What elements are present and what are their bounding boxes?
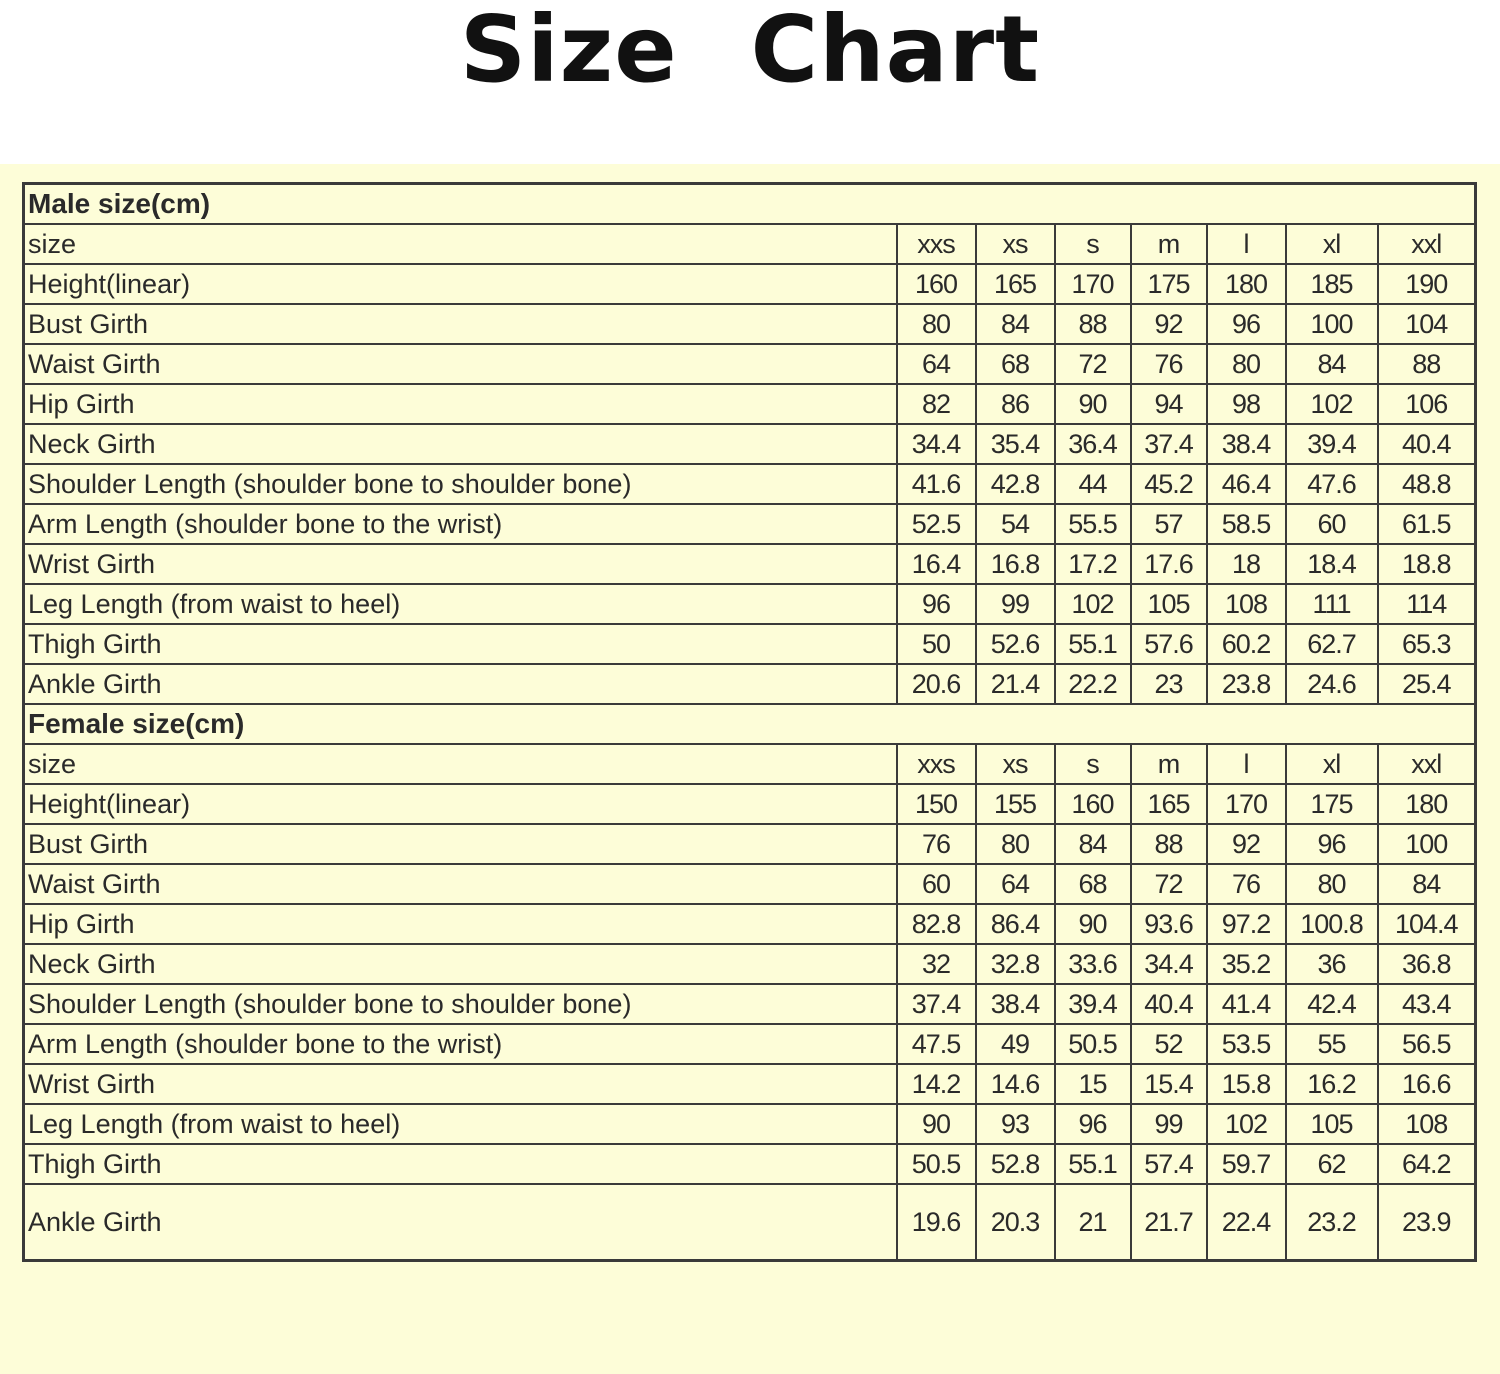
- measurement-value: 80: [1286, 864, 1378, 904]
- measurement-value: 21: [1055, 1184, 1131, 1261]
- measurement-value: 61.5: [1378, 504, 1476, 544]
- table-row: [24, 504, 1476, 544]
- measurement-value: 80: [976, 824, 1055, 864]
- measurement-value: 16.6: [1378, 1064, 1476, 1104]
- measurement-value: 34.4: [1131, 944, 1207, 984]
- measurement-value: 165: [976, 264, 1055, 304]
- measurement-value: 104.4: [1378, 904, 1476, 944]
- measurement-label: Hip Girth: [24, 384, 897, 424]
- measurement-value: 60: [897, 864, 976, 904]
- measurement-value: 92: [1131, 304, 1207, 344]
- measurement-value: 80: [1207, 344, 1286, 384]
- measurement-value: 90: [897, 1104, 976, 1144]
- measurement-label: Leg Length (from waist to heel): [24, 584, 897, 624]
- measurement-value: 19.6: [897, 1184, 976, 1261]
- measurement-value: 16.8: [976, 544, 1055, 584]
- measurement-value: 93: [976, 1104, 1055, 1144]
- measurement-value: 46.4: [1207, 464, 1286, 504]
- measurement-value: 104: [1378, 304, 1476, 344]
- measurement-value: 76: [897, 824, 976, 864]
- measurement-value: 15.8: [1207, 1064, 1286, 1104]
- measurement-value: 52.5: [897, 504, 976, 544]
- measurement-value: 160: [897, 264, 976, 304]
- measurement-label: Wrist Girth: [24, 1064, 897, 1104]
- measurement-label: Waist Girth: [24, 344, 897, 384]
- measurement-value: 170: [1207, 784, 1286, 824]
- measurement-value: 72: [1131, 864, 1207, 904]
- table-row: [24, 944, 1476, 984]
- measurement-value: 33.6: [1055, 944, 1131, 984]
- measurement-value: 170: [1055, 264, 1131, 304]
- measurement-value: 36.8: [1378, 944, 1476, 984]
- measurement-label: Bust Girth: [24, 824, 897, 864]
- measurement-label: Hip Girth: [24, 904, 897, 944]
- measurement-value: 20.6: [897, 664, 976, 704]
- measurement-label: Neck Girth: [24, 424, 897, 464]
- measurement-label: Waist Girth: [24, 864, 897, 904]
- table-row: [24, 544, 1476, 584]
- size-column-header: xl: [1286, 744, 1378, 784]
- measurement-value: 54: [976, 504, 1055, 544]
- table-row: [24, 624, 1476, 664]
- measurement-value: 96: [1286, 824, 1378, 864]
- measurement-value: 45.2: [1131, 464, 1207, 504]
- measurement-value: 55.1: [1055, 624, 1131, 664]
- measurement-label: Ankle Girth: [24, 664, 897, 704]
- measurement-value: 42.4: [1286, 984, 1378, 1024]
- measurement-value: 23.2: [1286, 1184, 1378, 1261]
- measurement-value: 44: [1055, 464, 1131, 504]
- table-row: [24, 464, 1476, 504]
- measurement-value: 180: [1378, 784, 1476, 824]
- measurement-value: 40.4: [1131, 984, 1207, 1024]
- measurement-value: 50: [897, 624, 976, 664]
- measurement-value: 38.4: [1207, 424, 1286, 464]
- page-title: Size Chart: [459, 0, 1041, 103]
- measurement-value: 22.2: [1055, 664, 1131, 704]
- measurement-value: 84: [976, 304, 1055, 344]
- measurement-value: 58.5: [1207, 504, 1286, 544]
- measurement-value: 111: [1286, 584, 1378, 624]
- size-header-row: [24, 744, 1476, 784]
- measurement-label: Ankle Girth: [24, 1184, 897, 1261]
- measurement-value: 150: [897, 784, 976, 824]
- measurement-value: 47.6: [1286, 464, 1378, 504]
- measurement-value: 86: [976, 384, 1055, 424]
- measurement-value: 62: [1286, 1144, 1378, 1184]
- measurement-value: 99: [1131, 1104, 1207, 1144]
- measurement-value: 20.3: [976, 1184, 1055, 1261]
- measurement-value: 47.5: [897, 1024, 976, 1064]
- measurement-value: 64.2: [1378, 1144, 1476, 1184]
- measurement-label: Wrist Girth: [24, 544, 897, 584]
- measurement-value: 190: [1378, 264, 1476, 304]
- measurement-label: Neck Girth: [24, 944, 897, 984]
- measurement-value: 82: [897, 384, 976, 424]
- section-heading: Male size(cm): [24, 184, 1476, 225]
- measurement-value: 52.6: [976, 624, 1055, 664]
- measurement-value: 14.6: [976, 1064, 1055, 1104]
- measurement-value: 76: [1131, 344, 1207, 384]
- measurement-value: 21.4: [976, 664, 1055, 704]
- measurement-value: 32.8: [976, 944, 1055, 984]
- measurement-value: 17.2: [1055, 544, 1131, 584]
- measurement-value: 100.8: [1286, 904, 1378, 944]
- size-header-label: size: [24, 224, 897, 264]
- measurement-value: 57.6: [1131, 624, 1207, 664]
- measurement-value: 175: [1286, 784, 1378, 824]
- measurement-value: 84: [1055, 824, 1131, 864]
- size-column-header: xxl: [1378, 224, 1476, 264]
- measurement-label: Shoulder Length (shoulder bone to shoulder bone): [24, 984, 897, 1024]
- measurement-value: 108: [1378, 1104, 1476, 1144]
- measurement-value: 99: [976, 584, 1055, 624]
- measurement-value: 39.4: [1055, 984, 1131, 1024]
- measurement-value: 55.5: [1055, 504, 1131, 544]
- measurement-value: 84: [1286, 344, 1378, 384]
- measurement-value: 96: [1055, 1104, 1131, 1144]
- measurement-value: 57: [1131, 504, 1207, 544]
- measurement-value: 90: [1055, 384, 1131, 424]
- table-row: [24, 1064, 1476, 1104]
- table-row: [24, 1184, 1476, 1261]
- measurement-value: 18: [1207, 544, 1286, 584]
- measurement-value: 25.4: [1378, 664, 1476, 704]
- size-header-label: size: [24, 744, 897, 784]
- measurement-value: 55.1: [1055, 1144, 1131, 1184]
- measurement-value: 88: [1131, 824, 1207, 864]
- measurement-value: 96: [897, 584, 976, 624]
- measurement-value: 18.8: [1378, 544, 1476, 584]
- measurement-value: 68: [1055, 864, 1131, 904]
- table-row: [24, 984, 1476, 1024]
- table-row: [24, 664, 1476, 704]
- measurement-value: 102: [1286, 384, 1378, 424]
- measurement-value: 88: [1378, 344, 1476, 384]
- size-column-header: xs: [976, 744, 1055, 784]
- measurement-value: 155: [976, 784, 1055, 824]
- measurement-label: Shoulder Length (shoulder bone to shoulder bone): [24, 464, 897, 504]
- measurement-value: 32: [897, 944, 976, 984]
- measurement-value: 49: [976, 1024, 1055, 1064]
- male-section-header: [24, 184, 1476, 225]
- table-row: [24, 864, 1476, 904]
- table-row: [24, 384, 1476, 424]
- measurement-value: 59.7: [1207, 1144, 1286, 1184]
- measurement-label: Arm Length (shoulder bone to the wrist): [24, 1024, 897, 1064]
- measurement-value: 23.8: [1207, 664, 1286, 704]
- measurement-value: 94: [1131, 384, 1207, 424]
- table-row: [24, 824, 1476, 864]
- measurement-value: 90: [1055, 904, 1131, 944]
- measurement-value: 23.9: [1378, 1184, 1476, 1261]
- measurement-value: 41.4: [1207, 984, 1286, 1024]
- table-row: [24, 264, 1476, 304]
- measurement-label: Arm Length (shoulder bone to the wrist): [24, 504, 897, 544]
- measurement-value: 36.4: [1055, 424, 1131, 464]
- size-column-header: m: [1131, 224, 1207, 264]
- table-row: [24, 424, 1476, 464]
- measurement-value: 105: [1286, 1104, 1378, 1144]
- measurement-value: 39.4: [1286, 424, 1378, 464]
- measurement-value: 21.7: [1131, 1184, 1207, 1261]
- measurement-value: 22.4: [1207, 1184, 1286, 1261]
- measurement-label: Thigh Girth: [24, 1144, 897, 1184]
- female-section-header: [24, 704, 1476, 744]
- size-column-header: xxs: [897, 224, 976, 264]
- measurement-value: 40.4: [1378, 424, 1476, 464]
- table-row: [24, 1104, 1476, 1144]
- measurement-value: 108: [1207, 584, 1286, 624]
- measurement-value: 53.5: [1207, 1024, 1286, 1064]
- measurement-value: 92: [1207, 824, 1286, 864]
- measurement-value: 52: [1131, 1024, 1207, 1064]
- measurement-value: 35.4: [976, 424, 1055, 464]
- measurement-value: 185: [1286, 264, 1378, 304]
- measurement-value: 105: [1131, 584, 1207, 624]
- measurement-value: 64: [897, 344, 976, 384]
- measurement-value: 52.8: [976, 1144, 1055, 1184]
- size-column-header: s: [1055, 744, 1131, 784]
- section-heading: Female size(cm): [24, 704, 1476, 744]
- table-row: [24, 904, 1476, 944]
- size-column-header: s: [1055, 224, 1131, 264]
- measurement-value: 34.4: [897, 424, 976, 464]
- measurement-value: 16.2: [1286, 1064, 1378, 1104]
- measurement-value: 114: [1378, 584, 1476, 624]
- measurement-value: 165: [1131, 784, 1207, 824]
- measurement-value: 97.2: [1207, 904, 1286, 944]
- size-chart-table: [22, 182, 1477, 1262]
- measurement-value: 16.4: [897, 544, 976, 584]
- size-column-header: m: [1131, 744, 1207, 784]
- measurement-value: 35.2: [1207, 944, 1286, 984]
- measurement-value: 64: [976, 864, 1055, 904]
- size-column-header: xxl: [1378, 744, 1476, 784]
- measurement-value: 48.8: [1378, 464, 1476, 504]
- measurement-value: 43.4: [1378, 984, 1476, 1024]
- measurement-value: 24.6: [1286, 664, 1378, 704]
- measurement-value: 72: [1055, 344, 1131, 384]
- measurement-value: 100: [1286, 304, 1378, 344]
- measurement-value: 82.8: [897, 904, 976, 944]
- measurement-value: 98: [1207, 384, 1286, 424]
- table-row: [24, 584, 1476, 624]
- measurement-value: 55: [1286, 1024, 1378, 1064]
- measurement-value: 180: [1207, 264, 1286, 304]
- measurement-value: 102: [1207, 1104, 1286, 1144]
- measurement-value: 14.2: [897, 1064, 976, 1104]
- measurement-value: 160: [1055, 784, 1131, 824]
- measurement-label: Height(linear): [24, 784, 897, 824]
- measurement-value: 84: [1378, 864, 1476, 904]
- size-column-header: l: [1207, 224, 1286, 264]
- measurement-value: 36: [1286, 944, 1378, 984]
- measurement-value: 175: [1131, 264, 1207, 304]
- measurement-value: 100: [1378, 824, 1476, 864]
- measurement-label: Height(linear): [24, 264, 897, 304]
- size-column-header: l: [1207, 744, 1286, 784]
- measurement-value: 60.2: [1207, 624, 1286, 664]
- measurement-value: 38.4: [976, 984, 1055, 1024]
- table-row: [24, 1144, 1476, 1184]
- measurement-value: 62.7: [1286, 624, 1378, 664]
- measurement-label: Thigh Girth: [24, 624, 897, 664]
- measurement-label: Leg Length (from waist to heel): [24, 1104, 897, 1144]
- measurement-value: 86.4: [976, 904, 1055, 944]
- table-row: [24, 304, 1476, 344]
- table-row: [24, 344, 1476, 384]
- measurement-value: 41.6: [897, 464, 976, 504]
- measurement-value: 80: [897, 304, 976, 344]
- measurement-value: 50.5: [1055, 1024, 1131, 1064]
- measurement-value: 106: [1378, 384, 1476, 424]
- measurement-value: 17.6: [1131, 544, 1207, 584]
- measurement-value: 65.3: [1378, 624, 1476, 664]
- measurement-value: 76: [1207, 864, 1286, 904]
- measurement-value: 23: [1131, 664, 1207, 704]
- measurement-value: 50.5: [897, 1144, 976, 1184]
- measurement-value: 37.4: [1131, 424, 1207, 464]
- measurement-value: 18.4: [1286, 544, 1378, 584]
- size-column-header: xl: [1286, 224, 1378, 264]
- measurement-value: 68: [976, 344, 1055, 384]
- measurement-value: 93.6: [1131, 904, 1207, 944]
- measurement-value: 15: [1055, 1064, 1131, 1104]
- measurement-value: 88: [1055, 304, 1131, 344]
- measurement-value: 57.4: [1131, 1144, 1207, 1184]
- measurement-value: 56.5: [1378, 1024, 1476, 1064]
- size-column-header: xs: [976, 224, 1055, 264]
- table-row: [24, 1024, 1476, 1064]
- measurement-value: 42.8: [976, 464, 1055, 504]
- measurement-value: 102: [1055, 584, 1131, 624]
- measurement-label: Bust Girth: [24, 304, 897, 344]
- size-column-header: xxs: [897, 744, 976, 784]
- measurement-value: 37.4: [897, 984, 976, 1024]
- table-row: [24, 784, 1476, 824]
- size-header-row: [24, 224, 1476, 264]
- measurement-value: 60: [1286, 504, 1378, 544]
- measurement-value: 96: [1207, 304, 1286, 344]
- measurement-value: 15.4: [1131, 1064, 1207, 1104]
